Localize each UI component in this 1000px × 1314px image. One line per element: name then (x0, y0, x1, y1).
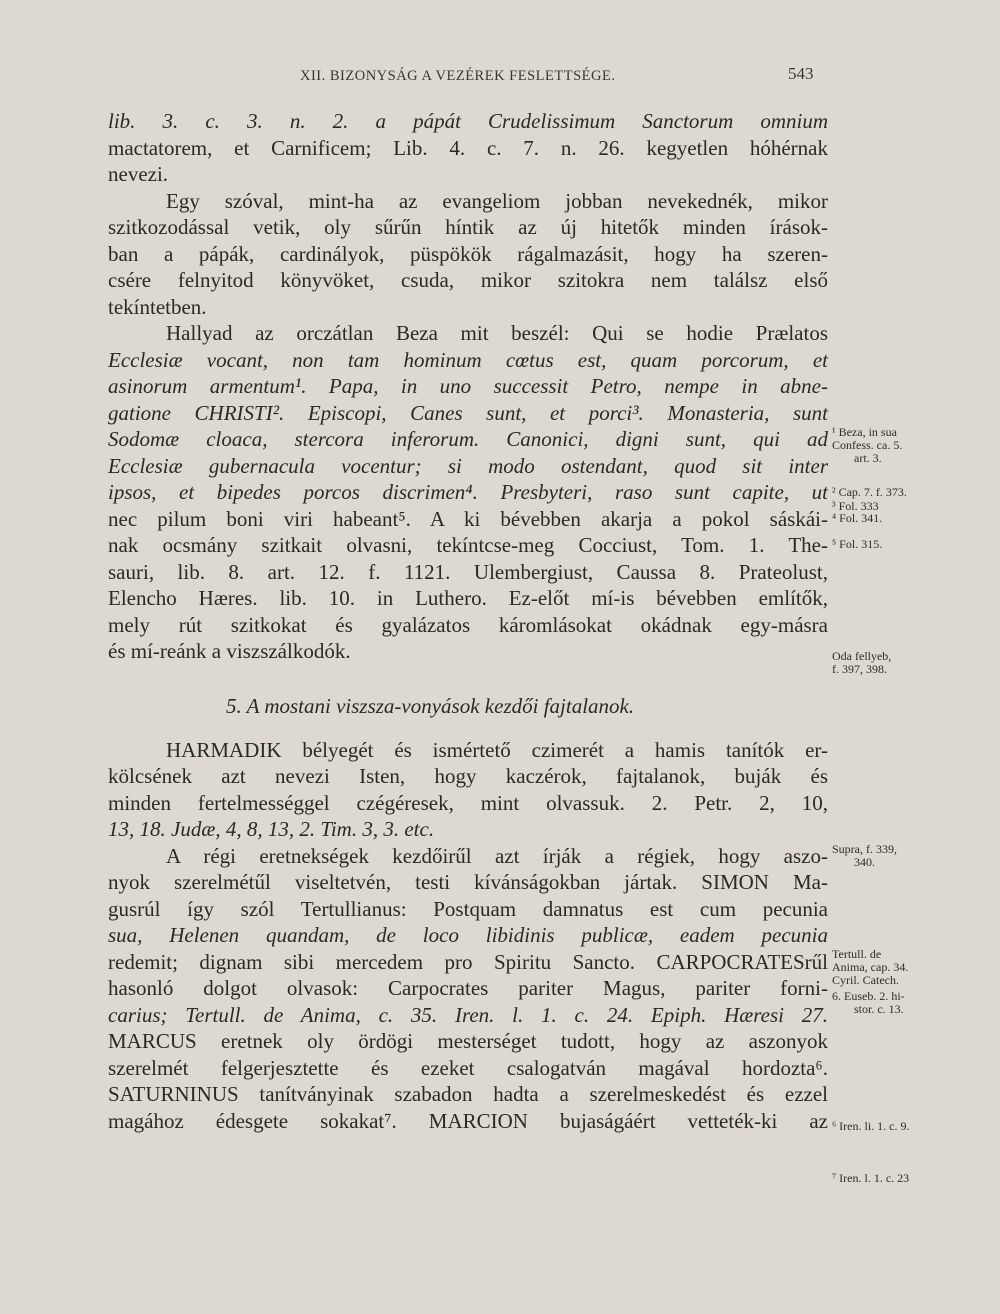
text-line: csére felnyitod könyvöket, csuda, mikor szitokra nem találsz első (108, 268, 828, 292)
margin-note (832, 1172, 962, 1185)
margin-note-line: Supra, f. 339, (832, 842, 897, 856)
text-line: ipsos, et bipedes porcos discrimen⁴. Presbyteri, raso sunt capite, ut (108, 480, 828, 504)
text-line: asinorum armentum¹. Papa, in uno successit Petro, nempe in abne- (108, 374, 828, 398)
margin-note-line: ⁶ Iren. li. 1. c. 9. (832, 1119, 910, 1133)
text-line: sauri, lib. 8. art. 12. f. 1121. Ulembergiust, Caussa 8. Prateolust, (108, 559, 828, 584)
text-line: Ecclesiæ vocant, non tam hominum cœtus est, quam porcorum, et (108, 347, 828, 372)
margin-note (832, 538, 962, 551)
text-line: carius; Tertull. de Anima, c. 35. Iren. l. 1. c. 24. Epiph. Hæresi 27. (108, 1002, 828, 1027)
margin-note-line: ¹ Beza, in sua (832, 425, 897, 439)
text-line: nevezi. (108, 162, 169, 186)
paragraph-4 (108, 737, 828, 843)
text-line: kölcsének azt nevezi Isten, hogy kaczérok, fajtalanok, buják és (108, 764, 828, 788)
text-line: minden fertelmességgel czégéresek, mint olvassuk. 2. Petr. 2, 10, (108, 790, 828, 815)
text-line: hasonló dolgot olvasok: Carpocrates pariter Magus, pariter forni- (108, 976, 828, 1000)
margin-note (832, 1120, 962, 1133)
text-line: ban a pápák, cardinályok, püspökök rágalmazásit, hogy ha szeren- (108, 241, 828, 266)
page-header (0, 60, 1000, 90)
text-line: Ecclesiæ gubernacula vocentur; si modo ostendant, quod sit inter (108, 453, 828, 478)
text-line: gusrúl így szól Tertullianus: Postquam damnatus est cum pecunia (108, 896, 828, 921)
section-heading: 5. A mostani viszsza-vonyások kezdői fajtalanok. (226, 693, 635, 718)
margin-note-line: Confess. ca. 5. (832, 438, 903, 452)
text-line: mactatorem, et Carnificem; Lib. 4. c. 7. n. 26. kegyetlen hóhérnak (108, 135, 828, 160)
text-line: SATURNINUS tanítványinak szabadon hadta a szerelmeskedést és ezzel (108, 1082, 828, 1106)
paragraph-1 (108, 108, 828, 188)
margin-note-line: Oda fellyeb, (832, 649, 892, 663)
text-line: gatione CHRISTI². Episcopi, Canes sunt, et porci³. Monasteria, sunt (108, 400, 828, 425)
main-text (108, 108, 828, 1134)
text-line: szerelmét felgerjesztette és ezeket csalogatván magával hordozta⁶. (108, 1055, 828, 1080)
margin-note-line: Tertull. de (832, 947, 882, 961)
margin-note (832, 512, 962, 525)
text-line: Elencho Hæres. lib. 10. in Luthero. Ez-előt mí-is bévebben említők, (108, 586, 828, 610)
margin-note-line: art. 3. (854, 451, 882, 465)
text-line: lib. 3. c. 3. n. 2. a pápát Crudelissimum Sanctorum omnium (108, 109, 828, 133)
margin-note-line: stor. c. 13. (854, 1002, 904, 1016)
margin-note (832, 843, 962, 869)
text-line: MARCUS eretnek oly ördögi mesterséget tudott, hogy az aszonyok (108, 1029, 828, 1053)
margin-note (832, 948, 962, 987)
spacer (108, 665, 828, 691)
margin-note-line: ³ Fol. 333 (832, 499, 879, 513)
margin-note-line: Anima, cap. 34. (832, 960, 909, 974)
margin-note-line: Cyril. Catech. (832, 973, 899, 987)
text-line: és mí-reánk a viszszálkodók. (108, 639, 351, 663)
page-number: 543 (788, 64, 814, 83)
margin-note-line: ⁵ Fol. 315. (832, 537, 883, 551)
text-line: sua, Helenen quandam, de loco libidinis publicæ, eadem pecunia (108, 923, 828, 947)
text-line: tekíntetben. (108, 294, 207, 319)
running-head: XII. BIZONYSÁG A VEZÉREK FESLETTSÉGE. (300, 68, 616, 84)
text-line: 13, 18. Judæ, 4, 8, 13, 2. Tim. 3, 3. etc. (108, 817, 435, 841)
text-line: nyok szerelmétűl viseltetvén, testi kívánságokban jártak. SIMON Ma- (108, 870, 828, 894)
margin-note-line: ² Cap. 7. f. 373. (832, 485, 907, 499)
text-line: szitkozodással vetik, oly sűrűn híntik az új hitetők minden írások- (108, 215, 828, 239)
spacer (108, 721, 828, 737)
text-line: Egy szóval, mint-ha az evangeliom jobban nevekednék, mikor (166, 188, 828, 213)
text-line: A régi eretnekségek kezdőirűl azt írják a régiek, hogy aszo- (166, 843, 828, 868)
margin-note-line: ⁷ Iren. l. 1. c. 23 (832, 1171, 910, 1185)
margin-note-line: 340. (854, 855, 875, 869)
text-line: magához édesgete sokakat⁷. MARCION bujaságáért vetteték-ki az (108, 1108, 828, 1133)
margin-note (832, 426, 962, 465)
margin-note (832, 650, 962, 676)
text-line: redemit; dignam sibi mercedem pro Spiritu Sancto. CARPOCRATESrűl (108, 949, 828, 974)
text-line: mely rút szitkokat és gyalázatos káromlásokat okádnak egy-másra (108, 612, 828, 637)
text-line: HARMADIK bélyegét és ismértető czimerét a hamis tanítók er- (166, 737, 828, 762)
text-line: nak ocsmány szitkait olvasni, tekíntcse-meg Cocciust, Tom. 1. The- (108, 533, 828, 557)
text-line: Sodomæ cloaca, stercora inferorum. Canonici, digni sunt, qui ad (108, 427, 828, 451)
text-line: nec pilum boni viri habeant⁵. A ki bévebben akarja a pokol sáskái- (108, 506, 828, 531)
text-line: Hallyad az orczátlan Beza mit beszél: Qui se hodie Prælatos (166, 321, 828, 345)
margin-note-line: f. 397, 398. (832, 662, 887, 676)
paragraph-2 (108, 188, 828, 321)
margin-note-line: ⁴ Fol. 341. (832, 511, 883, 525)
margin-note-line: 6. Euseb. 2. hi- (832, 989, 905, 1003)
paragraph-5 (108, 843, 828, 1135)
margin-note (832, 486, 962, 499)
paragraph-3 (108, 320, 828, 665)
margin-note (832, 990, 962, 1016)
